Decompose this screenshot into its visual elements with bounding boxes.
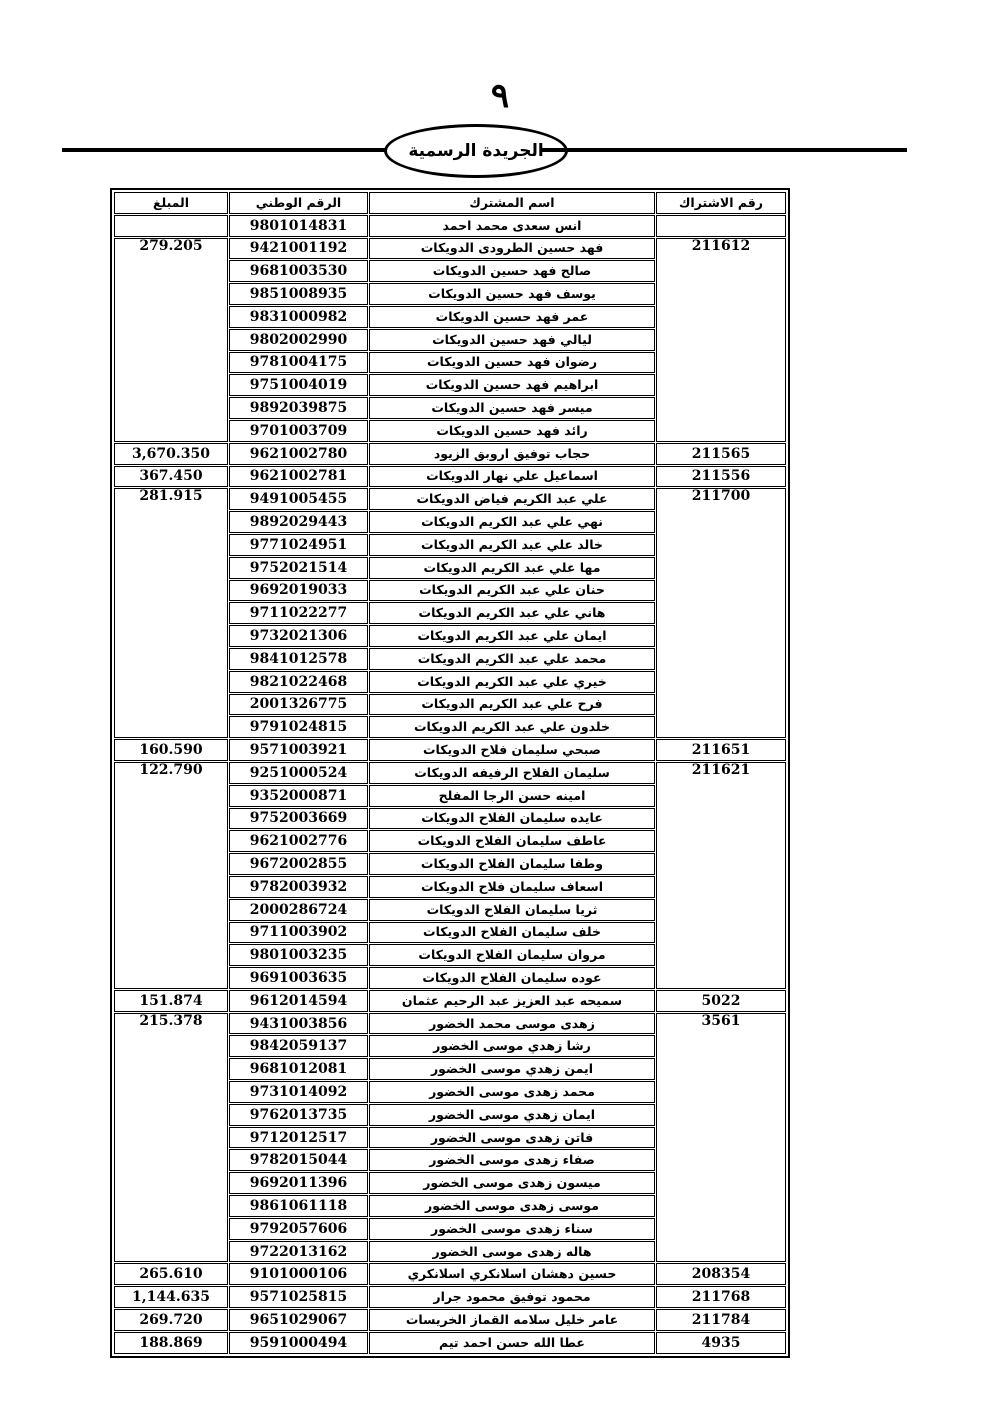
subscriber-name-cell: صبحي سليمان فلاح الدويكات (369, 739, 655, 761)
amount-cell: 3,670.350 (114, 443, 228, 465)
table-row (114, 1286, 786, 1308)
subscription-no-cell: 211612 (656, 238, 786, 442)
national-id-cell: 9892039875 (229, 397, 368, 419)
national-id-cell: 9692019033 (229, 580, 368, 602)
subscriber-name-cell: ميسر فهد حسين الدويكات (369, 397, 655, 419)
national-id-cell: 9711003902 (229, 922, 368, 944)
subscription-no-cell: 211784 (656, 1309, 786, 1331)
table-row (114, 215, 786, 237)
header-rule-right (541, 148, 907, 152)
national-id-cell: 9752021514 (229, 557, 368, 579)
national-id-cell: 9821022468 (229, 671, 368, 693)
header-subscription-no: رقم الاشتراك (656, 192, 786, 214)
national-id-cell: 9861061118 (229, 1195, 368, 1217)
national-id-cell: 9831000982 (229, 306, 368, 328)
amount-cell: 160.590 (114, 739, 228, 761)
subscriber-name-cell: عايده سليمان الفلاح الدويكات (369, 808, 655, 830)
table-row (114, 1332, 786, 1354)
subscriber-name-cell: ايمان زهدي موسى الخضور (369, 1104, 655, 1126)
national-id-cell: 9691003635 (229, 967, 368, 989)
national-id-cell: 9251000524 (229, 762, 368, 784)
amount-cell: 279.205 (114, 238, 228, 442)
subscriber-name-cell: صالح فهد حسين الدويكات (369, 260, 655, 282)
national-id-cell: 9801003235 (229, 944, 368, 966)
subscriber-name-cell: خيري علي عبد الكريم الدويكات (369, 671, 655, 693)
national-id-cell: 9722013162 (229, 1241, 368, 1263)
subscriber-name-cell: زهدى موسى محمد الخضور (369, 1013, 655, 1035)
amount-cell: 151.874 (114, 990, 228, 1012)
subscription-no-cell: 211700 (656, 488, 786, 738)
subscription-no-cell: 211768 (656, 1286, 786, 1308)
amount-cell: 1,144.635 (114, 1286, 228, 1308)
subscription-no-cell: 211556 (656, 466, 786, 488)
subscriber-name-cell: محمد زهدى موسى الخضور (369, 1081, 655, 1103)
subscriber-name-cell: ابراهيم فهد حسين الدويكات (369, 374, 655, 396)
national-id-cell: 2001326775 (229, 694, 368, 716)
national-id-cell: 9621002776 (229, 830, 368, 852)
national-id-cell: 9782003932 (229, 876, 368, 898)
national-id-cell: 9621002781 (229, 466, 368, 488)
subscriber-name-cell: سناء زهدى موسى الخضور (369, 1218, 655, 1240)
subscriber-name-cell: نهي علي عبد الكريم الدويكات (369, 511, 655, 533)
subscriber-name-cell: عمر فهد حسين الدويكات (369, 306, 655, 328)
table-row (114, 739, 786, 761)
amount-cell: 269.720 (114, 1309, 228, 1331)
subscriber-name-cell: عطا الله حسن احمد تيم (369, 1332, 655, 1354)
table-body (114, 215, 786, 1354)
national-id-cell: 9681012081 (229, 1058, 368, 1080)
subscriber-name-cell: اسعاف سليمان فلاح الدويكات (369, 876, 655, 898)
header-rule-left (62, 148, 387, 152)
national-id-cell: 9421001192 (229, 238, 368, 260)
national-id-cell: 9801014831 (229, 215, 368, 237)
subscriber-name-cell: انس سعدى محمد احمد (369, 215, 655, 237)
subscriber-name-cell: عامر خليل سلامه القماز الخريسات (369, 1309, 655, 1331)
page-number: ٩ (490, 76, 510, 116)
subscriber-name-cell: رائد فهد حسين الدويكات (369, 420, 655, 442)
subscriber-name-cell: سميحه عبد العزيز عبد الرحيم عثمان (369, 990, 655, 1012)
national-id-cell: 9692011396 (229, 1172, 368, 1194)
national-id-cell: 9621002780 (229, 443, 368, 465)
national-id-cell: 9752003669 (229, 808, 368, 830)
national-id-cell: 9711022277 (229, 602, 368, 624)
national-id-cell: 9571003921 (229, 739, 368, 761)
subscription-no-cell: 211565 (656, 443, 786, 465)
header-national-id: الرقم الوطني (229, 192, 368, 214)
national-id-cell: 9732021306 (229, 625, 368, 647)
national-id-cell: 9612014594 (229, 990, 368, 1012)
table-row (114, 238, 786, 260)
table-row (114, 762, 786, 784)
table-row (114, 1309, 786, 1331)
amount-cell: 215.378 (114, 1013, 228, 1263)
subscriber-name-cell: خلدون علي عبد الكريم الدويكات (369, 716, 655, 738)
national-id-cell: 9491005455 (229, 488, 368, 510)
national-id-cell: 9851008935 (229, 283, 368, 305)
subscription-no-cell: 211621 (656, 762, 786, 989)
table-header-row (114, 192, 786, 214)
subscription-no-cell: 5022 (656, 990, 786, 1012)
subscription-no-cell (656, 215, 786, 237)
amount-cell: 367.450 (114, 466, 228, 488)
subscription-no-cell: 208354 (656, 1263, 786, 1285)
national-id-cell: 9591000494 (229, 1332, 368, 1354)
national-id-cell: 9841012578 (229, 648, 368, 670)
national-id-cell: 9101000106 (229, 1263, 368, 1285)
subscriber-name-cell: فاتن زهدى موسى الخضور (369, 1127, 655, 1149)
subscriber-name-cell: ليالي فهد حسين الدويكات (369, 329, 655, 351)
national-id-cell: 9712012517 (229, 1127, 368, 1149)
subscriber-name-cell: حسين دهشان اسلانكري اسلانكري (369, 1263, 655, 1285)
subscriber-name-cell: حنان علي عبد الكريم الدويكات (369, 580, 655, 602)
subscriber-name-cell: رضوان فهد حسين الدويكات (369, 352, 655, 374)
subscriber-name-cell: خلف سليمان الفلاح الدويكات (369, 922, 655, 944)
subscriber-name-cell: مروان سليمان الفلاح الدويكات (369, 944, 655, 966)
subscriber-name-cell: وطفا سليمان الفلاح الدويكات (369, 853, 655, 875)
amount-cell (114, 215, 228, 237)
national-id-cell: 9651029067 (229, 1309, 368, 1331)
subscriber-name-cell: عاطف سليمان الفلاح الدويكات (369, 830, 655, 852)
subscriber-name-cell: هاني علي عبد الكريم الدويكات (369, 602, 655, 624)
subscriber-name-cell: علي عبد الكريم فياض الدويكات (369, 488, 655, 510)
national-id-cell: 9701003709 (229, 420, 368, 442)
national-id-cell: 9781004175 (229, 352, 368, 374)
subscription-no-cell: 3561 (656, 1013, 786, 1263)
national-id-cell: 2000286724 (229, 899, 368, 921)
subscriber-name-cell: صفاء زهدى موسى الخضور (369, 1149, 655, 1171)
subscription-no-cell: 4935 (656, 1332, 786, 1354)
subscriber-name-cell: يوسف فهد حسين الدويكات (369, 283, 655, 305)
table-row (114, 1013, 786, 1035)
national-id-cell: 9431003856 (229, 1013, 368, 1035)
subscriber-name-cell: رشا زهدي موسى الخضور (369, 1035, 655, 1057)
table-row (114, 466, 786, 488)
subscriber-name-cell: ايمان علي عبد الكريم الدويكات (369, 625, 655, 647)
subscriber-name-cell: امينه حسن الرجا المفلح (369, 785, 655, 807)
table-row (114, 488, 786, 510)
national-id-cell: 9571025815 (229, 1286, 368, 1308)
national-id-cell: 9782015044 (229, 1149, 368, 1171)
subscriber-name-cell: هاله زهدى موسى الخضور (369, 1241, 655, 1263)
amount-cell: 122.790 (114, 762, 228, 989)
national-id-cell: 9771024951 (229, 534, 368, 556)
subscriber-name-cell: خالد علي عبد الكريم الدويكات (369, 534, 655, 556)
table-row (114, 443, 786, 465)
subscriber-name-cell: سليمان الفلاح الرفيفه الدويكات (369, 762, 655, 784)
table-row (114, 1263, 786, 1285)
subscriber-name-cell: عوده سليمان الفلاح الدويكات (369, 967, 655, 989)
header-amount: المبلغ (114, 192, 228, 214)
subscriber-name-cell: محمود توفيق محمود جرار (369, 1286, 655, 1308)
national-id-cell: 9792057606 (229, 1218, 368, 1240)
subscriber-name-cell: ايمن زهدي موسى الخضور (369, 1058, 655, 1080)
national-id-cell: 9751004019 (229, 374, 368, 396)
header-subscriber-name: اسم المشترك (369, 192, 655, 214)
amount-cell: 188.869 (114, 1332, 228, 1354)
national-id-cell: 9842059137 (229, 1035, 368, 1057)
subscriber-name-cell: فرح علي عبد الكريم الدويكات (369, 694, 655, 716)
subscriber-name-cell: ثريا سليمان الفلاح الدويكات (369, 899, 655, 921)
subscriber-name-cell: موسى زهدى موسى الخضور (369, 1195, 655, 1217)
subscriber-name-cell: حجاب توفيق اروبق الزيود (369, 443, 655, 465)
publication-title: الجريدة الرسمية (408, 141, 544, 161)
subscriber-name-cell: ميسون زهدى موسى الخضور (369, 1172, 655, 1194)
subscribers-table (113, 191, 787, 1355)
national-id-cell: 9802002990 (229, 329, 368, 351)
subscriber-name-cell: فهد حسين الطرودى الدويكات (369, 238, 655, 260)
subscriber-name-cell: مها علي عبد الكريم الدويكات (369, 557, 655, 579)
national-id-cell: 9762013735 (229, 1104, 368, 1126)
national-id-cell: 9352000871 (229, 785, 368, 807)
national-id-cell: 9672002855 (229, 853, 368, 875)
national-id-cell: 9892029443 (229, 511, 368, 533)
national-id-cell: 9791024815 (229, 716, 368, 738)
national-id-cell: 9681003530 (229, 260, 368, 282)
amount-cell: 281.915 (114, 488, 228, 738)
subscriber-name-cell: اسماعيل علي نهار الدويكات (369, 466, 655, 488)
subscription-no-cell: 211651 (656, 739, 786, 761)
national-id-cell: 9731014092 (229, 1081, 368, 1103)
table-row (114, 990, 786, 1012)
subscribers-table-frame (110, 188, 790, 1358)
amount-cell: 265.610 (114, 1263, 228, 1285)
subscriber-name-cell: محمد علي عبد الكريم الدويكات (369, 648, 655, 670)
publication-masthead (384, 124, 568, 178)
